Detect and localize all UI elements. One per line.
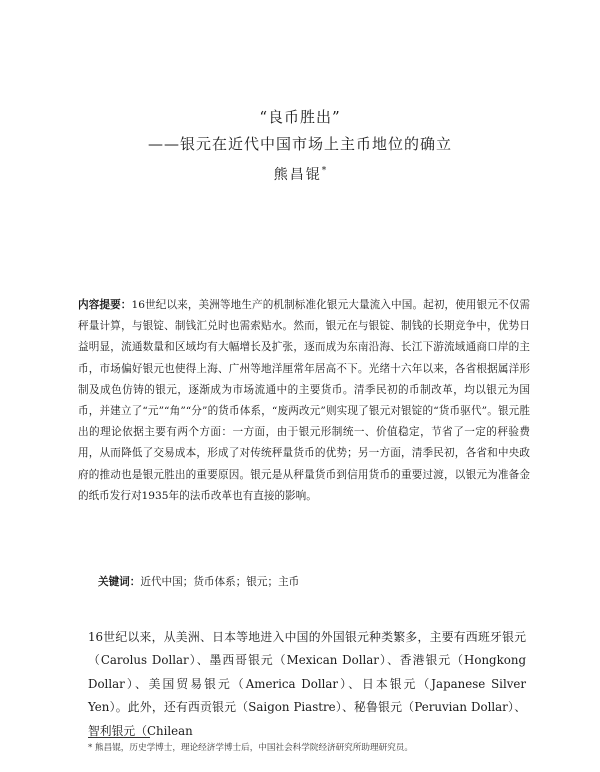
- abstract-text: 16世纪以来，美洲等地生产的机制标准化银元大量流入中国。起初，使用银元不仅需秤量计算，与银锭、制钱汇兑时也需索贴水。然而，银元在与银锭、制钱的长期竞争中，优势日益明显，流通数量和区域均有大幅增长及扩张，逐而成为东南沿海、长江下游流域通商口岸的主币，市场偏好银元也使得上海、广州等地洋厘常年居高不下。光绪十六年以来，各省根据属洋形制及成色仿铸的银元，逐渐成为市场流通中的主要货币。清季民初的币制改革，均以银元为国币，并建立了“元”“角”“分”的货币体系，“废两改元”则实现了银元对银锭的“货币驱代”。银元胜出的理论依据主要有两个方面：一方面，由于银元形制统一、价值稳定，节省了一定的秤验费用，从而降低了交易成本，形成了对传统秤量货币的优势；另一方面，清季民初，各省和中央政府的推动也是银元胜出的重要原因。银元是从秤量货币到信用货币的重要过渡，以银元为准备金的纸币发行对1935年的法币改革也有直接的影响。: [78, 299, 530, 502]
- keywords-label: 关键词：: [98, 576, 141, 588]
- footnote-divider: [88, 737, 150, 738]
- keywords-text: 近代中国；货币体系；银元；主币: [140, 576, 300, 588]
- abstract-label: 内容提要：: [78, 299, 132, 311]
- body-paragraph: 16世纪以来，从美洲、日本等地进入中国的外国银元种类繁多，主要有西班牙银元（Carolus Dollar）、墨西哥银元（Mexican Dollar）、香港银元（Hongkong Dollar）、美国贸易银元（America Dollar）、日本银元（Japanese Silver Yen）。此外，还有西贡银元（Saigon Piastre）、秘鲁银元（Peruvian Dollar）、智利银元（Chilean: [88, 630, 526, 738]
- article-title: “良币胜出”: [259, 108, 341, 126]
- author-name: 熊昌锟: [273, 167, 322, 183]
- author-line: [0, 158, 600, 184]
- keywords-line: [98, 572, 530, 592]
- title-block: [0, 104, 600, 184]
- abstract-paragraph: [78, 295, 530, 507]
- author-footnote-mark: *: [321, 166, 327, 176]
- article-subtitle: ——银元在近代中国市场上主币地位的确立: [147, 135, 452, 153]
- author-footnote: * 熊昌锟，历史学博士，理论经济学博士后，中国社会科学院经济研究所助理研究员。: [88, 743, 413, 753]
